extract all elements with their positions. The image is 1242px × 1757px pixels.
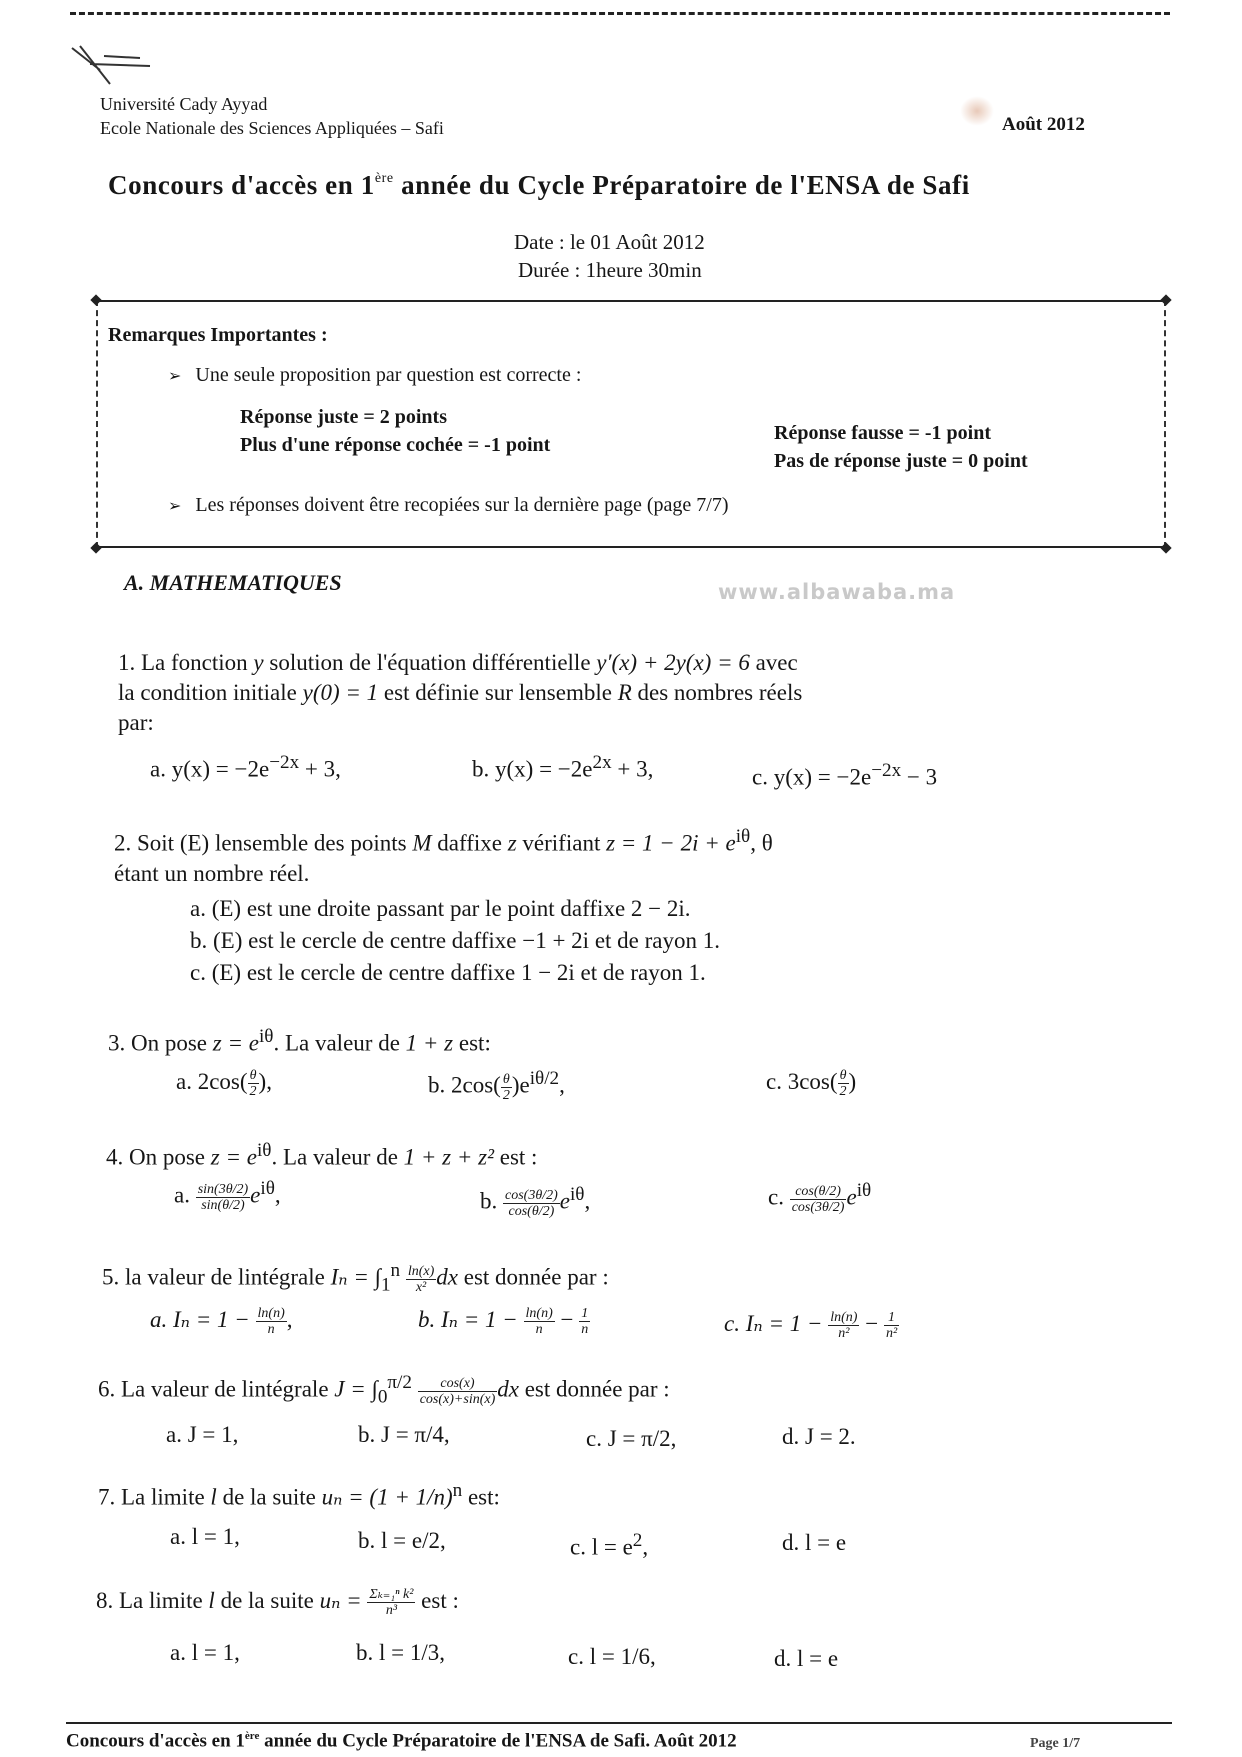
opt-math: e [559, 1188, 570, 1214]
q8-option-b[interactable]: b. l = 1/3, [356, 1640, 446, 1665]
q6-option-b[interactable]: b. J = π/4, [358, 1422, 450, 1447]
opt-exp: 2x [592, 752, 612, 773]
q-text: 7. La limite [98, 1484, 211, 1510]
score-multiple: Plus d'une réponse cochée = -1 point [240, 434, 551, 456]
q-text: est: [462, 1484, 500, 1510]
q7-option-b[interactable]: b. l = e/2, [358, 1528, 446, 1553]
fraction [418, 1376, 498, 1407]
q3-option-b[interactable]: b. 2cos( $\frac{\theta}{2}$ )$e^{i\theta/2}$, [428, 1068, 565, 1103]
q-text: est donnée par : [458, 1264, 609, 1290]
q2-option-a[interactable]: a. (E) est une droite passant par le point daffixe 2 − 2i. [190, 896, 691, 921]
opt-text: − [560, 1306, 574, 1332]
opt-math: a. Iₙ = 1 − [150, 1306, 250, 1332]
q5-option-b[interactable] [418, 1306, 590, 1337]
q-text: est: [453, 1030, 491, 1056]
q-math: J = ∫ [334, 1376, 378, 1402]
q-text: 4. On pose [106, 1144, 211, 1170]
frac-den: sin(θ/2) [201, 1197, 245, 1213]
title-part: Concours d'accès en 1 [108, 170, 375, 200]
q-math: l [208, 1588, 215, 1613]
q-math: z [507, 830, 517, 856]
top-divider [70, 12, 1170, 15]
q-math: M [412, 830, 432, 856]
corner-diamond-icon [90, 542, 101, 553]
frac-num: θ [248, 1068, 259, 1084]
q6-option-c[interactable]: c. J = π/2, [586, 1426, 677, 1451]
q-math: z = e [210, 1144, 257, 1170]
frac-den: 2 [249, 1084, 257, 1099]
frac-num: θ [838, 1068, 849, 1084]
q3-option-c[interactable]: c. 3cos( $\frac{\theta}{2}$ ) [766, 1068, 857, 1099]
q-text: daffixe [431, 830, 508, 856]
q8-option-c[interactable]: c. l = 1/6, [568, 1644, 656, 1669]
remarks-title: Remarques Importantes : [108, 324, 328, 346]
q-text: des nombres réels [631, 680, 803, 705]
frac-num: θ [501, 1072, 512, 1088]
paper-stain [960, 96, 994, 126]
opt-exp: iθ/2 [529, 1068, 560, 1089]
q-exp: iθ [258, 1026, 274, 1047]
section-heading: A. MATHEMATIQUES [124, 570, 342, 595]
q-math: z = e [212, 1030, 259, 1056]
opt-math: b. Iₙ = 1 − [418, 1306, 518, 1332]
q4-option-a[interactable]: a. $\frac{\sin(3\theta/2)}{\sin(\theta/2)}$ $e^{i\theta}$, [174, 1178, 281, 1213]
q-exp: n [452, 1480, 463, 1501]
fraction [196, 1182, 250, 1213]
opt-exp: iθ [569, 1184, 585, 1205]
frac-num: cos(x) [418, 1376, 498, 1392]
q-text: étant un nombre réel. [114, 860, 310, 886]
opt-math: e [846, 1184, 857, 1210]
q-math: Iₙ = ∫ [330, 1264, 381, 1290]
q-math: y′(x) + 2y(x) = 6 [596, 650, 750, 675]
q7-option-a[interactable]: a. l = 1, [170, 1524, 240, 1549]
arrow-bullet-icon: ➢ [168, 366, 182, 385]
fraction [256, 1306, 287, 1337]
q-text: 8. La limite [96, 1588, 209, 1613]
opt-exp: 2 [632, 1530, 643, 1551]
frac-num: ln(x) [407, 1263, 435, 1279]
fraction [501, 1072, 512, 1103]
q-text: de la suite [216, 1484, 322, 1510]
opt-text: c. l = e [570, 1534, 633, 1560]
q-sub: 0 [377, 1386, 388, 1408]
q-sub: 1 [380, 1274, 391, 1296]
frac-num: ln(n) [257, 1306, 285, 1321]
q-math: 1 + z [405, 1030, 454, 1056]
page-number: Page 1/7 [1030, 1736, 1081, 1751]
opt-text: c. y(x) = −2e [752, 764, 872, 790]
header-date: Août 2012 [1002, 114, 1085, 135]
frac-num: 1 [884, 1310, 899, 1326]
frac-den: n [267, 1322, 275, 1337]
fraction [828, 1310, 859, 1341]
frac-den: 2 [502, 1087, 510, 1103]
question-3 [108, 1022, 491, 1059]
opt-text: c. 3cos( [766, 1068, 838, 1094]
opt-text: b. y(x) = −2e [472, 756, 593, 782]
opt-text: b. 2cos( [428, 1072, 501, 1098]
q-text: . La valeur de [271, 1144, 404, 1170]
q-text: , θ [750, 830, 773, 856]
frac-den: cos(x)+sin(x) [419, 1391, 496, 1407]
footer-text: année du Cycle Préparatoire de l'ENSA de Safi. Août 2012 [259, 1730, 737, 1752]
frac-den: n [535, 1322, 543, 1337]
remark-text: Les réponses doivent être recopiées sur la dernière page (page 7/7) [195, 494, 729, 516]
frac-den: cos(θ/2) [508, 1203, 555, 1219]
q7-option-d[interactable]: d. l = e [782, 1530, 847, 1555]
q-math: dx [497, 1376, 519, 1402]
frac-den: n² [885, 1326, 898, 1341]
frac-den: x² [415, 1279, 427, 1295]
page-title [108, 170, 1168, 201]
corner-diamond-icon [90, 294, 101, 305]
opt-text: + 3, [299, 756, 341, 782]
q6-option-d[interactable]: d. J = 2. [782, 1424, 856, 1449]
frac-den: n [581, 1322, 589, 1337]
q2-option-b[interactable]: b. (E) est le cercle de centre daffixe −1 + 2i et de rayon 1. [190, 928, 720, 953]
score-none: Pas de réponse juste = 0 point [774, 450, 1028, 472]
question-2 [114, 822, 1034, 889]
university-name: Université Cady Ayyad [100, 94, 268, 114]
q8-option-a[interactable]: a. l = 1, [170, 1640, 240, 1665]
remark-text: Une seule proposition par question est correcte : [195, 364, 582, 386]
q8-option-d[interactable]: d. l = e [774, 1646, 839, 1671]
opt-text: a. y(x) = −2e [150, 756, 270, 782]
exam-date: Date : le 01 Août 2012 [514, 230, 705, 254]
opt-text: b. [480, 1188, 498, 1214]
opt-text: + 3, [611, 756, 654, 782]
q6-option-a[interactable]: a. J = 1, [166, 1422, 239, 1447]
fraction [579, 1306, 590, 1337]
frac-num: cos(θ/2) [790, 1184, 847, 1200]
frac-den: n² [838, 1326, 850, 1341]
corner-diamond-icon [1160, 542, 1171, 553]
q-text: par: [118, 710, 154, 735]
fraction [524, 1306, 555, 1337]
opt-text: a. 2cos( [176, 1068, 248, 1094]
q-text: 1. La fonction [118, 650, 254, 675]
frac-num: sin(3θ/2) [197, 1181, 249, 1197]
footer-divider [66, 1722, 1172, 1724]
remark-bullet [168, 364, 581, 387]
q-math: l [210, 1484, 217, 1510]
q-sup: n [390, 1260, 401, 1281]
opt-text: − [865, 1310, 879, 1336]
opt-text: a. [174, 1182, 190, 1208]
opt-exp: −2x [871, 760, 902, 781]
score-wrong: Réponse fausse = -1 point [774, 422, 991, 444]
frac-num: Σₖ₌₁ⁿ k² [369, 1587, 414, 1603]
remarks-box [96, 300, 1166, 548]
q-text: est donnée par : [518, 1376, 670, 1402]
q-text: est : [415, 1588, 459, 1613]
frac-den: 2 [839, 1084, 847, 1099]
q-exp: iθ [256, 1140, 272, 1161]
frac-den: cos(3θ/2) [791, 1199, 845, 1215]
q4-option-c[interactable] [768, 1180, 871, 1215]
frac-num: cos(3θ/2) [505, 1187, 558, 1203]
arrow-bullet-icon: ➢ [168, 496, 182, 515]
opt-text: − 3 [901, 764, 938, 790]
opt-math: e [250, 1182, 261, 1208]
q-math: R [617, 680, 632, 705]
frac-num: ln(n) [830, 1310, 858, 1325]
q-text: solution de l'équation différentielle [263, 650, 597, 675]
page-footer [66, 1730, 737, 1752]
title-part: année du Cycle Préparatoire de l'ENSA de Safi [393, 170, 970, 200]
q-text: est définie sur lensemble [378, 680, 618, 705]
q1-option-c[interactable] [752, 760, 937, 791]
q-math: uₙ = [319, 1588, 362, 1613]
fraction [790, 1184, 847, 1215]
watermark: www.albawaba.ma [718, 580, 956, 604]
opt-math: c. Iₙ = 1 − [724, 1310, 823, 1336]
q-text: est : [494, 1144, 538, 1170]
question-4 [106, 1136, 537, 1173]
opt-text: , [642, 1534, 649, 1560]
fraction [838, 1068, 849, 1099]
frac-num: 1 [581, 1306, 589, 1321]
q2-option-c[interactable]: c. (E) est le cercle de centre daffixe 1 − 2i et de rayon 1. [190, 960, 706, 985]
exam-duration: Durée : 1heure 30min [518, 258, 702, 282]
title-sup: ère [374, 171, 394, 186]
q-math: y [253, 650, 264, 675]
q-math: 1 + z + z² [403, 1144, 494, 1170]
question-5 [102, 1256, 609, 1300]
q1-option-a[interactable] [150, 752, 341, 783]
corner-diamond-icon [1160, 294, 1171, 305]
q-math: y(0) = 1 [302, 680, 379, 705]
q5-option-c[interactable] [724, 1310, 899, 1341]
q7-option-c[interactable] [570, 1530, 648, 1561]
q-text: la condition initiale [118, 680, 303, 705]
remark-bullet [168, 494, 729, 517]
school-name: Ecole Nationale des Sciences Appliquées – Safi [100, 118, 444, 138]
frac-num: ln(n) [525, 1306, 553, 1321]
opt-exp: −2x [269, 752, 300, 773]
q-text: 6. La valeur de lintégrale [98, 1376, 335, 1402]
q5-option-a[interactable]: a. Iₙ = 1 − $\frac{\ln(n)}{n}$ , [150, 1306, 293, 1337]
q-text: 5. la valeur de lintégrale [102, 1264, 331, 1290]
question-1 [118, 648, 1018, 738]
fraction [367, 1587, 415, 1618]
fraction [248, 1068, 259, 1099]
q-text: 3. On pose [108, 1030, 213, 1056]
q4-option-b[interactable]: b. $\frac{\cos(3\theta/2)}{\cos(\theta/2)}$ $e^{i\theta}$, [480, 1184, 591, 1219]
fraction [884, 1310, 899, 1341]
frac-den: n³ [385, 1603, 398, 1619]
opt-text: c. [768, 1184, 784, 1210]
question-7 [98, 1476, 500, 1513]
opt-exp: iθ [856, 1180, 872, 1201]
q1-option-b[interactable] [472, 752, 653, 783]
footer-sup: ère [244, 1730, 260, 1742]
q-math: z = 1 − 2i + e [606, 830, 736, 856]
header-institution [100, 92, 444, 140]
fraction [406, 1264, 436, 1295]
q-text: de la suite [214, 1588, 320, 1613]
q-text: avec [749, 650, 798, 675]
q-exp: iθ [735, 826, 751, 847]
q-text: 2. Soit (E) lensemble des points [114, 830, 413, 856]
question-6 [98, 1368, 670, 1412]
q-sup: π/2 [387, 1372, 412, 1393]
footer-text: Concours d'accès en 1 [66, 1730, 245, 1752]
university-logo-icon [70, 44, 160, 94]
fraction [503, 1188, 560, 1219]
question-8 [96, 1586, 459, 1618]
q-math: uₙ = (1 + 1/n) [321, 1484, 453, 1510]
opt-exp: iθ [260, 1178, 275, 1199]
q-text: . La valeur de [273, 1030, 406, 1056]
q-math: dx [436, 1264, 458, 1290]
q3-option-a[interactable]: a. 2cos( $\frac{\theta}{2}$ ), [176, 1068, 272, 1099]
score-correct: Réponse juste = 2 points [240, 406, 447, 428]
q-text: vérifiant [516, 830, 607, 856]
